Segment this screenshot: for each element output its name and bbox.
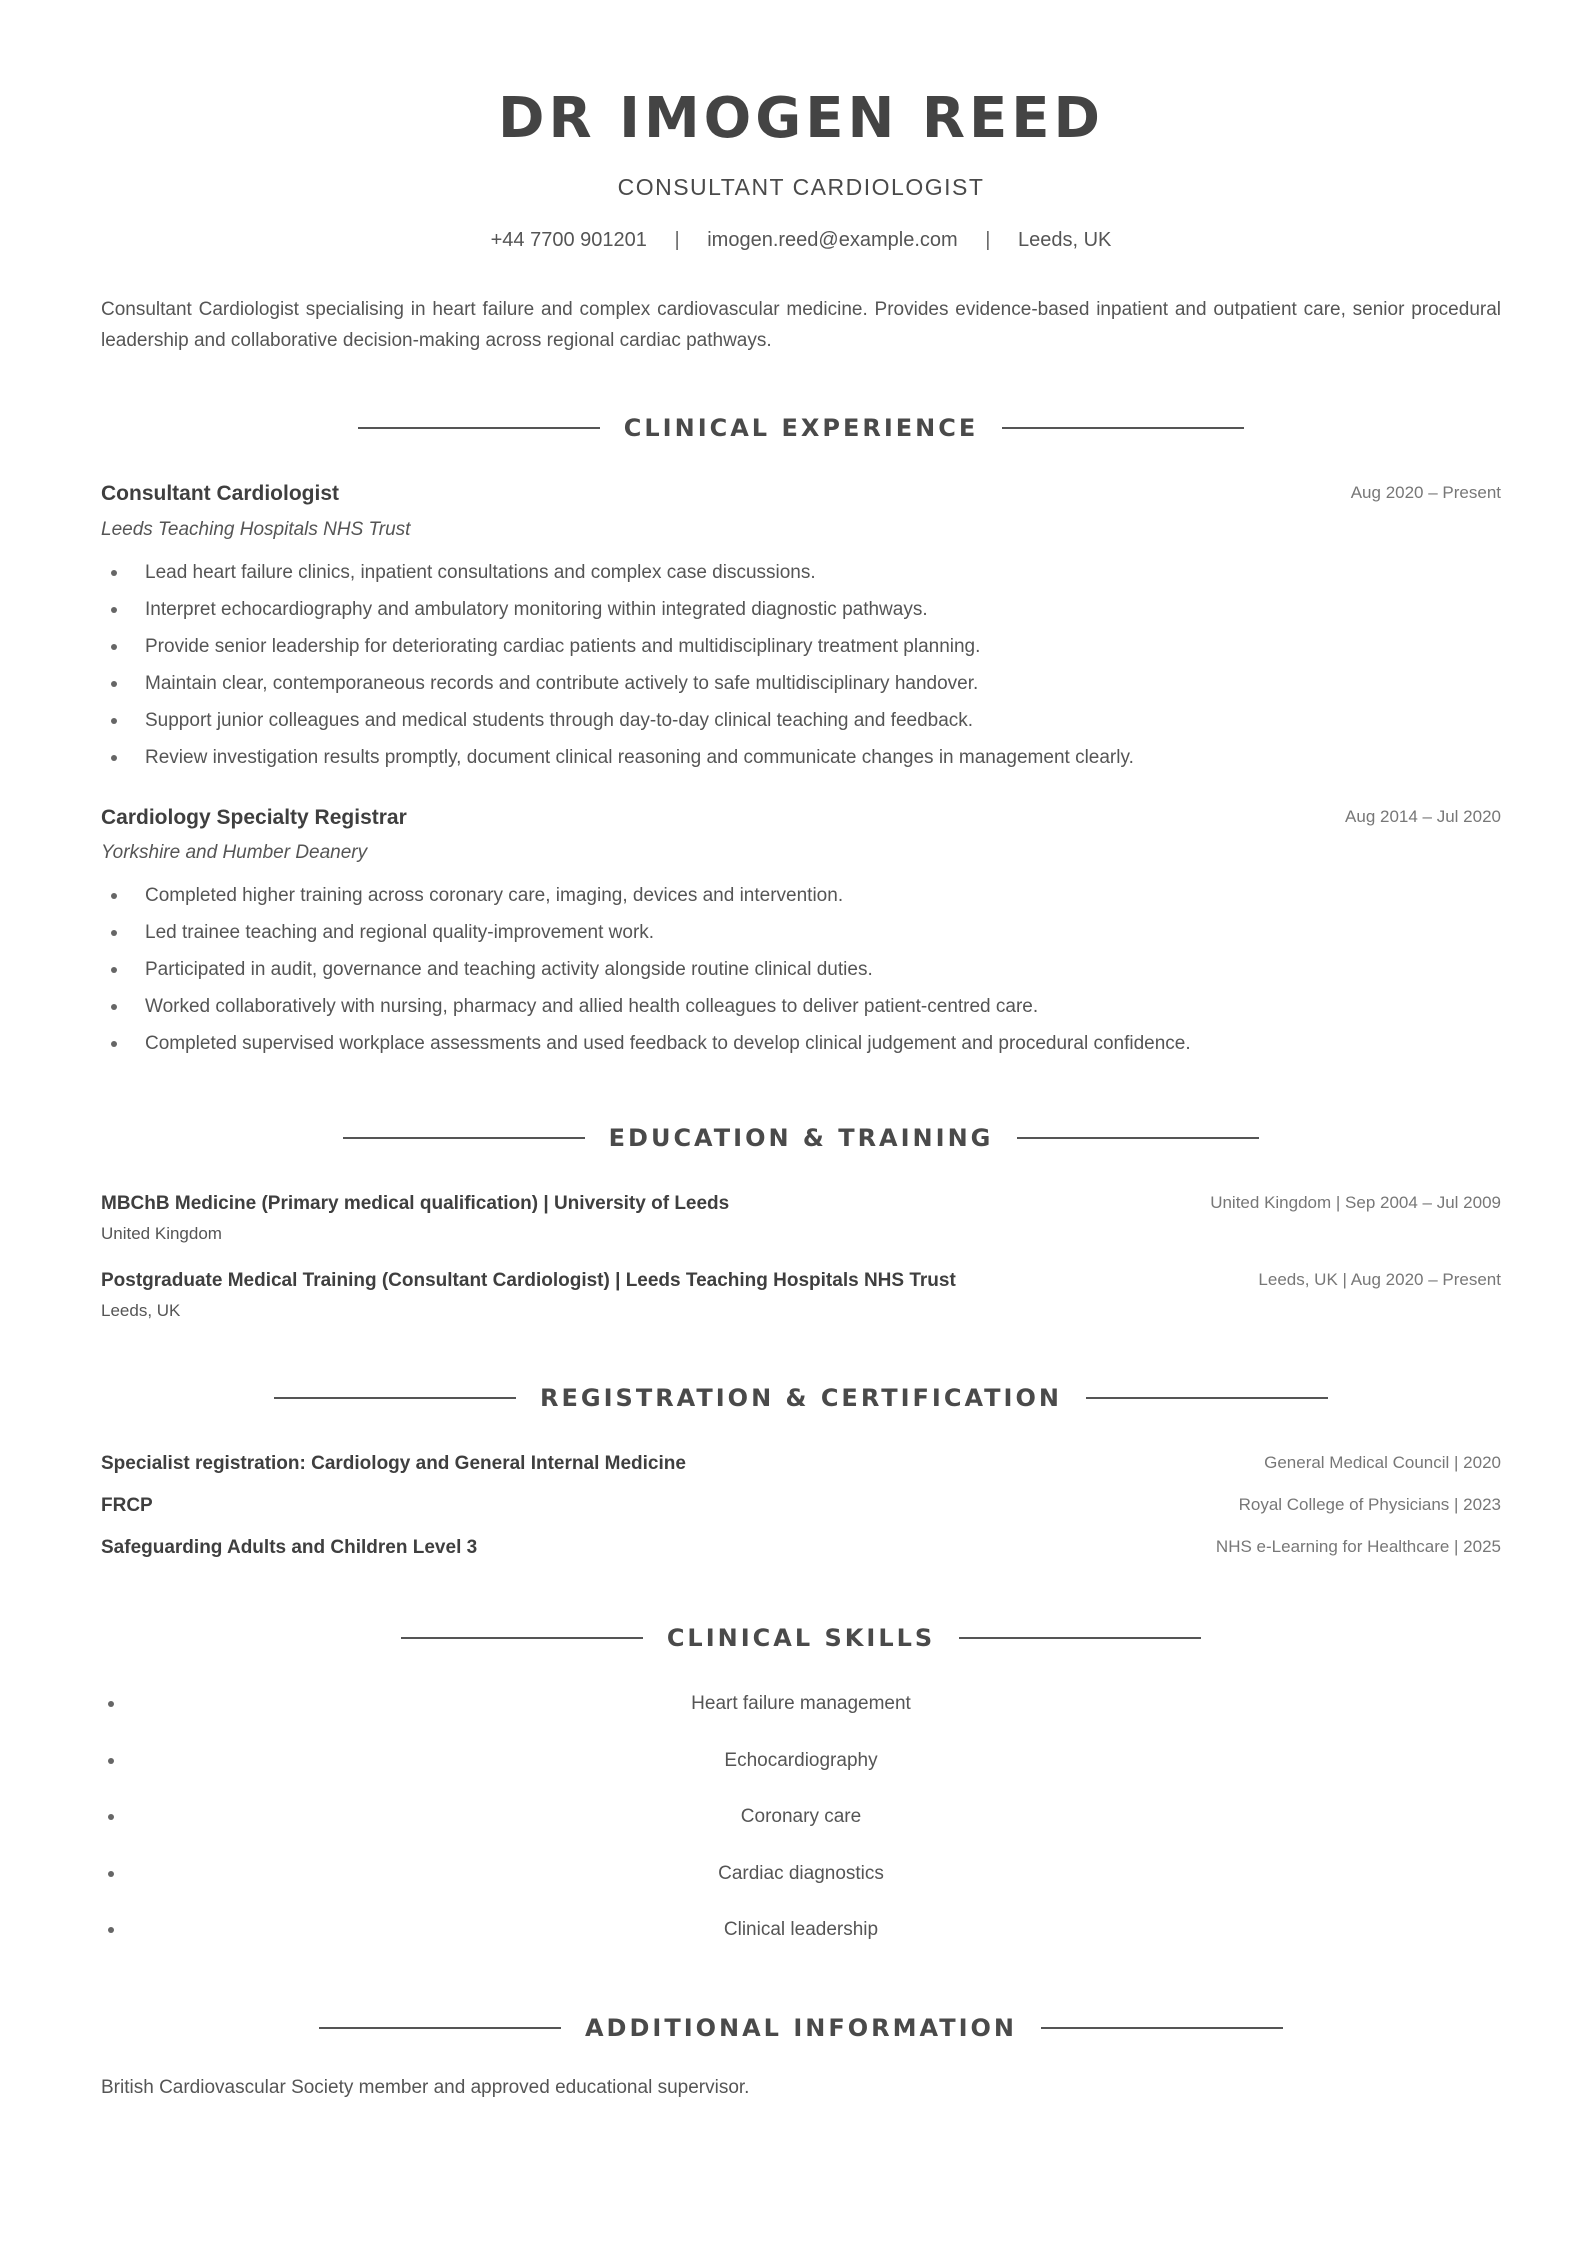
education-meta: Leeds, UK | Aug 2020 – Present: [1258, 1270, 1501, 1289]
job-duties-list: [101, 877, 1501, 1062]
section-title: EDUCATION & TRAINING: [608, 1124, 994, 1152]
skill-label: Echocardiography: [724, 1750, 878, 1771]
heading-rule: [1041, 2027, 1283, 2029]
section-title: REGISTRATION & CERTIFICATION: [540, 1384, 1062, 1412]
job-duties-list: [101, 554, 1501, 776]
education-title: Postgraduate Medical Training (Consultant Cardiologist) | Leeds Teaching Hospitals NHS Trust: [101, 1270, 956, 1291]
location: Leeds, UK: [1017, 229, 1112, 251]
duty-item: Provide senior leadership for deteriorating cardiac patients and multidisciplinary treatment planning.: [101, 628, 1501, 665]
duty-item: Completed supervised workplace assessments and used feedback to develop clinical judgement and procedural confidence.: [101, 1025, 1501, 1062]
skill-item: [101, 1746, 1501, 1776]
duty-item: Led trainee teaching and regional quality-improvement work.: [101, 914, 1501, 951]
skill-item: [101, 1689, 1501, 1719]
heading-rule: [358, 427, 600, 429]
registration-title: FRCP: [101, 1495, 153, 1516]
education-location: Leeds, UK: [101, 1301, 181, 1320]
job-organisation: Yorkshire and Humber Deanery: [101, 842, 368, 863]
registration-title: Specialist registration: Cardiology and General Internal Medicine: [101, 1453, 686, 1474]
section-heading-skills: [101, 1618, 1501, 1658]
registration-meta: General Medical Council | 2020: [1264, 1453, 1501, 1472]
heading-rule: [1002, 427, 1244, 429]
skill-item: [101, 1915, 1501, 1945]
heading-rule: [1086, 1397, 1328, 1399]
contact-line: [101, 229, 1501, 252]
education-title: MBChB Medicine (Primary medical qualification) | University of Leeds: [101, 1193, 730, 1214]
skill-label: Coronary care: [740, 1806, 862, 1827]
additional-information: British Cardiovascular Society member and approved educational supervisor.: [101, 2077, 750, 2098]
job-dates: Aug 2020 – Present: [1350, 483, 1501, 502]
registration-title: Safeguarding Adults and Children Level 3: [101, 1537, 478, 1558]
heading-rule: [959, 1637, 1201, 1639]
duty-item: Lead heart failure clinics, inpatient consultations and complex case discussions.: [101, 554, 1501, 591]
registration-meta: NHS e-Learning for Healthcare | 2025: [1215, 1537, 1501, 1556]
job-dates: Aug 2014 – Jul 2020: [1345, 807, 1501, 826]
heading-rule: [1017, 1137, 1259, 1139]
section-heading-additional: [101, 2008, 1501, 2048]
job-organisation: Leeds Teaching Hospitals NHS Trust: [101, 519, 411, 540]
section-heading-education: [101, 1118, 1501, 1158]
section-heading-registration: [101, 1378, 1501, 1418]
email-address: imogen.reed@example.com: [707, 229, 958, 251]
section-title: ADDITIONAL INFORMATION: [584, 2014, 1018, 2042]
heading-rule: [274, 1397, 516, 1399]
skill-label: Heart failure management: [691, 1693, 911, 1714]
duty-item: Maintain clear, contemporaneous records and contribute actively to safe multidisciplinary handover.: [101, 665, 1501, 702]
skill-label: Clinical leadership: [723, 1919, 879, 1940]
phone-number: +44 7700 901201: [490, 229, 647, 251]
section-heading-experience: [101, 408, 1501, 448]
job-title: Cardiology Specialty Registrar: [101, 806, 407, 829]
heading-rule: [343, 1137, 585, 1139]
section-title: CLINICAL EXPERIENCE: [623, 414, 979, 442]
heading-rule: [401, 1637, 643, 1639]
heading-rule: [319, 2027, 561, 2029]
duty-item: Worked collaboratively with nursing, pharmacy and allied health colleagues to deliver patient-centred care.: [101, 988, 1501, 1025]
education-location: United Kingdom: [101, 1224, 222, 1243]
education-meta: United Kingdom | Sep 2004 – Jul 2009: [1210, 1193, 1501, 1212]
duty-item: Interpret echocardiography and ambulatory monitoring within integrated diagnostic pathways.: [101, 591, 1501, 628]
duty-item: Participated in audit, governance and teaching activity alongside routine clinical duties.: [101, 951, 1501, 988]
contact-separator: |: [674, 229, 680, 251]
job-title: Consultant Cardiologist: [101, 482, 339, 505]
contact-separator: |: [985, 229, 991, 251]
skill-item: [101, 1859, 1501, 1889]
skill-item: [101, 1802, 1501, 1832]
duty-item: Completed higher training across coronary care, imaging, devices and intervention.: [101, 877, 1501, 914]
registration-meta: Royal College of Physicians | 2023: [1238, 1495, 1501, 1514]
candidate-role: CONSULTANT CARDIOLOGIST: [617, 174, 985, 200]
skill-label: Cardiac diagnostics: [718, 1863, 884, 1884]
section-title: CLINICAL SKILLS: [666, 1624, 936, 1652]
duty-item: Review investigation results promptly, document clinical reasoning and communicate changes in management clearly.: [101, 739, 1501, 776]
duty-item: Support junior colleagues and medical students through day-to-day clinical teaching and feedback.: [101, 702, 1501, 739]
candidate-name: DR IMOGEN REED: [498, 86, 1104, 151]
professional-summary: Consultant Cardiologist specialising in heart failure and complex cardiovascular medicine. Provides evidence-based inpatient and outpatient care, senior procedural leadership and collaborative decision-making across regional cardiac pathways.: [101, 299, 1501, 351]
